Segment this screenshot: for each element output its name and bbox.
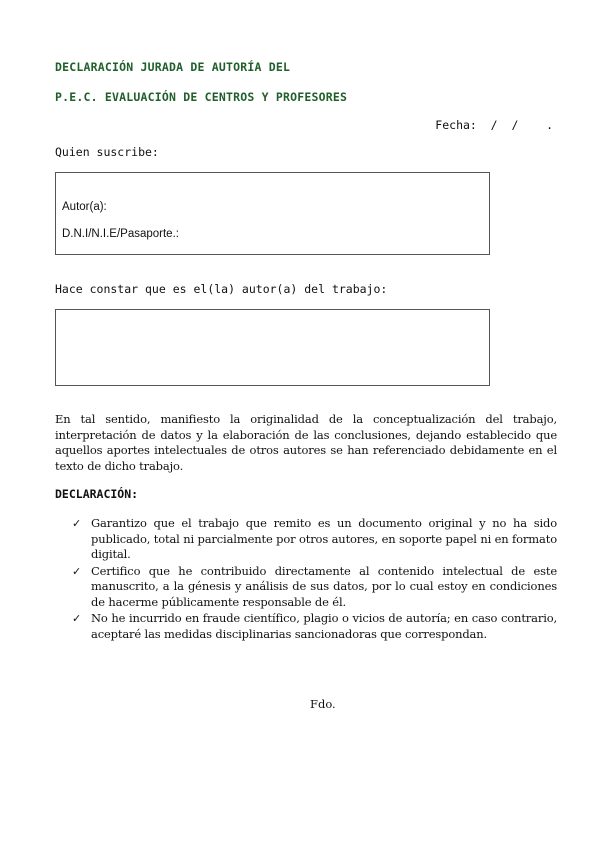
declaration-text: Certifico que he contribuido directamente al contenido intelectual de este manuscrito, a la génesis y análisis de sus datos, por lo cual estoy en condiciones de hacerme públicamente responsable de él. bbox=[91, 563, 557, 609]
intro-text: Quien suscribe: bbox=[55, 145, 159, 159]
declaration-heading: DECLARACIÓN: bbox=[55, 487, 139, 501]
check-icon: ✓ bbox=[72, 564, 82, 578]
list-item bbox=[72, 516, 557, 563]
check-icon: ✓ bbox=[72, 517, 82, 530]
list-item bbox=[72, 611, 557, 642]
id-label: D.N.I/N.I.E/Pasaporte.: bbox=[62, 228, 179, 240]
document-title-line1: DECLARACIÓN JURADA DE AUTORÍA DEL bbox=[55, 60, 291, 74]
list-item bbox=[72, 564, 557, 611]
author-label: Autor(a): bbox=[62, 201, 107, 213]
declaration-list bbox=[72, 516, 557, 643]
check-icon: ✓ bbox=[72, 612, 82, 625]
date-field: Fecha: / / . bbox=[435, 118, 553, 132]
document-title-line2: P.E.C. EVALUACIÓN DE CENTROS Y PROFESORES bbox=[55, 90, 348, 104]
work-title-box bbox=[55, 309, 490, 386]
declaration-text: Garantizo que el trabajo que remito es un documento original y no ha sido publicado, total ni parcialmente por otros autores, en soporte papel ni en formato digital. bbox=[91, 516, 557, 561]
work-intro-text: Hace constar que es el(la) autor(a) del trabajo: bbox=[55, 282, 388, 296]
originality-paragraph: En tal sentido, manifiesto la originalidad de la conceptualización del trabajo, interpretación de datos y la elaboración de las conclusiones, dejando establecido que aquellos aportes intelectuales de otros autores se han referenciado debidamente en el texto de dicho trabajo. bbox=[55, 412, 557, 473]
author-info-box bbox=[55, 172, 490, 255]
signature-label: Fdo. bbox=[310, 697, 336, 711]
declaration-text: No he incurrido en fraude científico, plagio o vicios de autoría; en caso contrario, aceptaré las medidas disciplinarias sancionadoras que correspondan. bbox=[91, 611, 557, 641]
